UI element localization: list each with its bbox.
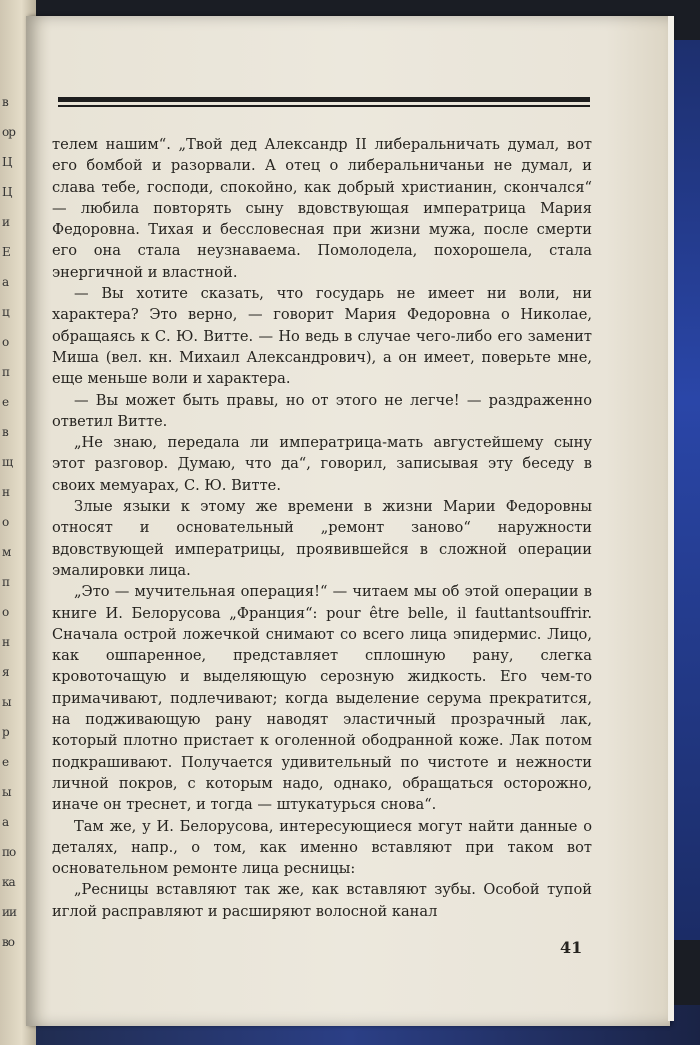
left-page-text-fragment: Е	[2, 245, 10, 259]
left-page-text-fragment: во	[2, 935, 14, 949]
left-page-text-fragment: ор	[2, 125, 15, 139]
header-rule-thin	[58, 105, 590, 107]
page-stack-edge	[668, 16, 674, 1021]
left-page-text-fragment: е	[2, 755, 9, 769]
left-page-text-fragment: о	[2, 335, 9, 349]
left-page-text-fragment: щ	[2, 455, 13, 469]
left-page-text-fragment: по	[2, 845, 16, 859]
left-page-text-fragment: м	[2, 545, 11, 559]
paragraph: Там же, у И. Белорусова, интересующиеся могут найти данные о деталях, напр., о том, как именно вставляют при таком вот основательном ремонте лица ресницы:	[52, 817, 592, 878]
left-page-text-fragment: н	[2, 635, 9, 649]
paragraph: „Не знаю, передала ли императрица-мать августейшему сыну этот разговор. Думаю, что да“, говорил, записывая эту беседу в своих мемуарах, С. Ю. Витте.	[52, 434, 592, 494]
left-page-text-fragment: ы	[2, 785, 11, 799]
left-page-text-fragment: я	[2, 665, 9, 679]
paragraph: телем нашим“. „Твой дед Александр II либеральничать думал, вот его бомбой и разорвали. А отец о либеральничаньи не думал, и слава тебе, господи, спокойно, как добрый христианин, скончался“ — любила повторять сыну вдовствующая императрица Мария Федоровна. Тихая и бессловесная при жизни мужа, после смерти его она стала неузнаваема. Помолодела, похорошела, стала энергичной и властной.	[52, 136, 592, 281]
left-page-text-fragment: Ц	[2, 185, 12, 199]
page-text	[52, 134, 592, 922]
left-page-text-fragment: е	[2, 395, 9, 409]
left-page-text-fragment: п	[2, 575, 9, 589]
paragraph: — Вы хотите сказать, что государь не имеет ни воли, ни характера? Это верно, — говорит Мария Федоровна о Николае, обращаясь к С. Ю. Витте. — Но ведь в случае чего-либо его заменит Миша (вел. кн. Михаил Александрович), а он имеет, поверьте мне, еще меньше воли и характера.	[52, 285, 592, 388]
paragraph: „Ресницы вставляют так же, как вставляют зубы. Особой тупой иглой расправляют и расширяют волосной канал	[52, 881, 592, 920]
left-page-text-fragment: а	[2, 275, 9, 289]
left-page-text-fragment: п	[2, 365, 9, 379]
paragraph: „Это — мучительная операция!“ — читаем мы об этой операции в книге И. Белорусова „Франция“: pour être belle, il fauttantsouffrir. Сначала острой ложечкой снимают со всего лица эпидермис. Лицо, как ошпаренное, представляет сплошную рану, слегка кровоточащую и выделяющую серозную жидкость. Его чем-то примачивают, подлечивают; когда выделение серума прекратится, на подживающую рану наводят эластичный прозрачный лак, который плотно пристает к оголенной ободранной коже. Лак потом подкрашивают. Получается удивительный по чистоте и нежности личной покров, с которым надо, однако, обращаться осторожно, иначе он треснет, и тогда — штукатурься снова“.	[52, 583, 592, 814]
left-page-text-fragment: ц	[2, 305, 9, 319]
left-page-text-fragment: в	[2, 425, 8, 439]
left-page-text-fragment: о	[2, 605, 9, 619]
left-page-text-fragment: Ц	[2, 155, 12, 169]
left-page-text-fragment: р	[2, 725, 9, 739]
left-page-text-fragment: и	[2, 215, 9, 229]
paragraph: Злые языки к этому же времени в жизни Марии Федоровны относят и основательный „ремонт заново“ наружности вдовствующей императрицы, проявившейся в сложной операции эмалировки лица.	[52, 498, 592, 579]
paragraph: — Вы может быть правы, но от этого не легче! — раздраженно ответил Витте.	[52, 391, 592, 430]
left-page-text-fragment: ы	[2, 695, 11, 709]
left-page-text-fragment: в	[2, 95, 8, 109]
left-page-text-fragment: о	[2, 515, 9, 529]
page-number: 41	[560, 938, 583, 957]
left-page-text-fragment: н	[2, 485, 9, 499]
left-page-text-fragment: а	[2, 815, 9, 829]
left-page-text-fragment: ка	[2, 875, 15, 889]
left-page-text-fragment: ии	[2, 905, 16, 919]
header-rule-thick	[58, 97, 590, 102]
